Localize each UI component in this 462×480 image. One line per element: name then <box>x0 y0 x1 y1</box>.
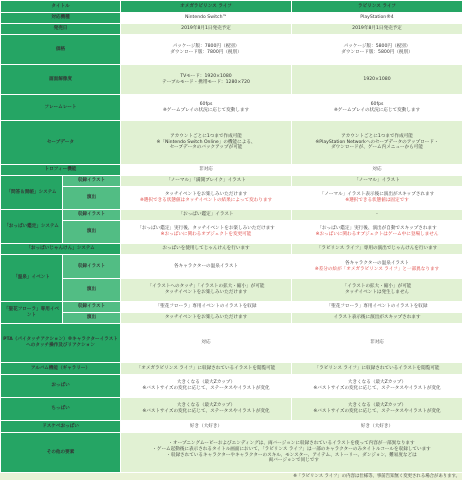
label-trophy: トロフィー機能 <box>1 165 121 176</box>
onsen-direction-ps4-line1: 「イラストの拡大・縮小」が可能 <box>342 284 412 290</box>
savedata-ps4-line2: ※PlayStation Networkへのセーブデータのアップロード・ <box>315 139 439 145</box>
platform-ps4: PlayStation®4 <box>292 13 462 24</box>
kantei-illust-ps4: - <box>292 210 462 221</box>
label-kantei-system: 「おっぱい鑑定」システム <box>1 210 63 244</box>
onsen-illust-ps4 <box>292 255 462 279</box>
title-ps4: ラビリンス ライフ <box>292 1 462 13</box>
label-title: タイトル <box>1 1 121 13</box>
price-ps4-download: ダウンロード版：5800円（税別） <box>341 49 413 55</box>
kuroshi-direction-switch-note: ※選択できる状態値はタッチイベントの結果によって変わります <box>139 198 273 203</box>
savedata-switch-line1: アカウントごとに1つまで作成可能 <box>170 133 242 139</box>
other-note-1: ・オープニングムービーおよびエンディングは、両バージョンに収録されているイラストを使って内容が一部異なります <box>168 440 415 446</box>
label-kuroshi-system: 「問答＆開帳」システム <box>1 176 63 210</box>
label-savedata: セーブデータ <box>1 121 121 165</box>
label-platform: 対応機種 <box>1 13 121 24</box>
label-album: アルバム機能（ギャラリー） <box>1 363 121 375</box>
kuroshi-direction-ps4-line1: 「ノーマル」イラスト表示後に演出がスキップされます <box>319 192 435 198</box>
oppai-switch-line1: 大きくなる（最大Zカップ） <box>176 380 236 386</box>
kuroshi-direction-ps4 <box>292 187 462 210</box>
label-chippai: ちっぱい <box>1 398 121 421</box>
flora-illust-switch: 「聖花フローラ」専用イベントのイラストを収録 <box>121 302 292 313</box>
kantei-direction-ps4-line1: 「おっぱい鑑定」実行後、演出が自動でスキップされます <box>317 226 437 232</box>
kuroshi-direction-switch-line1: タッチイベントをお楽しみいただけます <box>164 192 248 198</box>
album-switch: 「オメガラビリンス ライフ」に収録されているイラストを閲覧可能 <box>121 363 292 375</box>
kuroshi-direction-ps4-note: ※選択できる状態値は固定です <box>345 198 409 203</box>
kantei-illust-switch: 「おっぱい鑑定」イラスト <box>121 210 292 221</box>
janken-ps4: 「ラビリンス ライフ」専用の演出でじゃんけんを行います <box>292 244 462 255</box>
footer-note: ※「ラビリンス ライフ」の内容は仕様等、事前告知無く変更される場合があります。 <box>293 474 460 479</box>
framerate-switch-value: 60fps <box>199 101 213 107</box>
kantei-direction-ps4-note: ※おっぱいに関わるオブジェクトはゲーム中に登場しません <box>315 232 439 237</box>
trophy-ps4: 対応 <box>292 165 462 176</box>
price-switch-download: ダウンロード版：7800円（税別） <box>170 49 242 55</box>
savedata-switch <box>121 121 292 165</box>
kuroshi-illust-switch: 「ノーマル」「満開ブレイク」イラスト <box>121 176 292 187</box>
onsen-direction-switch-line2: タッチイベントをお楽しみいただけます <box>164 290 248 295</box>
label-flora-event: 「聖花フローラ」専用イベント <box>1 302 63 324</box>
savedata-ps4-line3: ダウンロードが、ゲーム内メニューから可能 <box>331 145 423 151</box>
label-resolution: 画面解像度 <box>1 65 121 95</box>
resolution-ps4: 1920×1080 <box>292 65 462 95</box>
framerate-ps4-note: ※ゲームプレイの状況に応じて変動します <box>333 107 421 113</box>
chippai-ps4-line1: 大きくなる（最大Zカップ） <box>347 403 407 409</box>
label-kuroshi-illust: 収録イラスト <box>63 176 121 187</box>
platform-switch: Nintendo Switch™ <box>121 13 292 24</box>
kuroshi-illust-ps4: 「ノーマル」イラスト <box>292 176 462 187</box>
label-kantei-illust: 収録イラスト <box>63 210 121 221</box>
onsen-direction-ps4-line2: タッチイベントは発生しません <box>345 290 410 295</box>
flora-direction-switch: タッチイベントをお楽しみいただけます <box>121 313 292 324</box>
savedata-switch-line3: セーブデータのバックアップが可能 <box>169 145 243 151</box>
chippai-switch-note: ※バストサイズの変化に応じて、ステータスやイラストが変化 <box>142 409 270 414</box>
label-kuroshi-direction: 演出 <box>63 187 121 210</box>
oppai-switch <box>121 375 292 398</box>
price-ps4-package: パッケージ版：5800円（税別） <box>343 43 411 49</box>
resolution-switch-tv: TVモード：1920×1080 <box>180 73 232 79</box>
label-pta: PTA（パイタッチアクション）※キャラクターイラストへのタッチ操作及びリアクション <box>1 324 121 363</box>
onsen-direction-switch <box>121 279 292 302</box>
release-ps4: 2019年8月1日発売予定 <box>292 24 462 35</box>
dokusute-switch: 好き（大好き） <box>121 421 292 433</box>
chippai-ps4 <box>292 398 462 421</box>
kantei-direction-switch-line1: 「おっぱい鑑定」実行後、タッチイベントをお楽しみいただけます <box>137 226 275 232</box>
onsen-direction-ps4 <box>292 279 462 302</box>
flora-illust-ps4: 「聖花フローラ」専用イベントのイラストを収録 <box>292 302 462 313</box>
kuroshi-direction-switch <box>121 187 292 210</box>
trophy-switch: 非対応 <box>121 165 292 176</box>
oppai-switch-note: ※バストサイズの変化に応じて、ステータスやイラストが変化 <box>142 386 270 391</box>
other-notes <box>121 433 462 473</box>
label-flora-illust: 収録イラスト <box>63 302 121 313</box>
other-note-4: 両バージョンで同じです <box>264 458 319 464</box>
title-switch: オメガラビリンス ライフ <box>121 1 292 13</box>
chippai-ps4-note: ※バストサイズの変化に応じて、ステータスやイラストが変化 <box>313 409 441 414</box>
pta-ps4: 非対応 <box>292 324 462 363</box>
onsen-illust-ps4-line1: 各キャラクターの温泉イラスト <box>344 260 410 266</box>
pta-switch: 対応 <box>121 324 292 363</box>
kantei-direction-ps4 <box>292 221 462 244</box>
oppai-ps4 <box>292 375 462 398</box>
framerate-ps4 <box>292 95 462 121</box>
label-price: 価格 <box>1 35 121 65</box>
label-kantei-direction: 演出 <box>63 221 121 244</box>
oppai-ps4-note: ※バストサイズの変化に応じて、ステータスやイラストが変化 <box>313 386 441 391</box>
savedata-ps4-line1: アカウントごとに1つまで作成可能 <box>341 133 413 139</box>
release-switch: 2019年8月1日発売予定 <box>121 24 292 35</box>
label-other: その他の要素 <box>1 433 121 473</box>
chippai-switch <box>121 398 292 421</box>
framerate-ps4-value: 60fps <box>370 101 384 107</box>
price-ps4 <box>292 35 462 65</box>
label-onsen-direction: 演出 <box>63 279 121 302</box>
janken-switch: おっぱいを使用してじゃんけんを行います <box>121 244 292 255</box>
oppai-ps4-line1: 大きくなる（最大Zカップ） <box>347 380 407 386</box>
label-onsen-illust: 収録イラスト <box>63 255 121 279</box>
price-switch <box>121 35 292 65</box>
onsen-direction-switch-line1: 「イラストへのタッチ」「イラストの拡大・縮小」が可能 <box>147 284 265 290</box>
flora-direction-ps4: イラスト表示後に演出がスキップされます <box>292 313 462 324</box>
label-framerate: フレームレート <box>1 95 121 121</box>
label-janken-system: 「おっぱいじゃんけん」システム <box>1 244 121 255</box>
framerate-switch-note: ※ゲームプレイの状況に応じて変動します <box>162 107 250 113</box>
framerate-switch <box>121 95 292 121</box>
chippai-switch-line1: 大きくなる（最大Zカップ） <box>176 403 236 409</box>
kantei-direction-switch-note: ※おっぱいに関わるオブジェクトを変更可能 <box>160 232 252 237</box>
resolution-switch <box>121 65 292 95</box>
onsen-illust-ps4-note: ※差分の絵が「オメガラビリンス ライフ」と一部異なります <box>314 266 440 272</box>
label-flora-direction: 演出 <box>63 313 121 324</box>
savedata-switch-line2: ※「Nintendo Switch Online」の機能による、 <box>156 139 256 145</box>
resolution-switch-handheld: テーブルモード・携帯モード：1280×720 <box>162 79 250 85</box>
label-release: 発売日 <box>1 24 121 35</box>
savedata-ps4 <box>292 121 462 165</box>
album-ps4: 「ラビリンス ライフ」に収録されているイラストを閲覧可能 <box>292 363 462 375</box>
other-note-2: ・ゲーム起動後に表示されるタイトル画面において、「ラビリンス ライフ」は一部のキャラクターのみタイトルコールを収録しています <box>152 446 431 452</box>
other-note-3: ・収録されているキャラクターやキャラクターのスキル、モンスター、アイテム、ストーリー、ダンジョン、難易度などは <box>166 452 417 458</box>
label-onsen-event: 「温泉」イベント <box>1 255 63 302</box>
dokusute-ps4: 好き（大好き） <box>292 421 462 433</box>
price-switch-package: パッケージ版：7800円（税別） <box>172 43 240 49</box>
label-oppai: おっぱい <box>1 375 121 398</box>
label-dokusute: ドスケベおっぱい <box>1 421 121 433</box>
kantei-direction-switch <box>121 221 292 244</box>
onsen-illust-switch: 各キャラクターの温泉イラスト <box>121 255 292 279</box>
